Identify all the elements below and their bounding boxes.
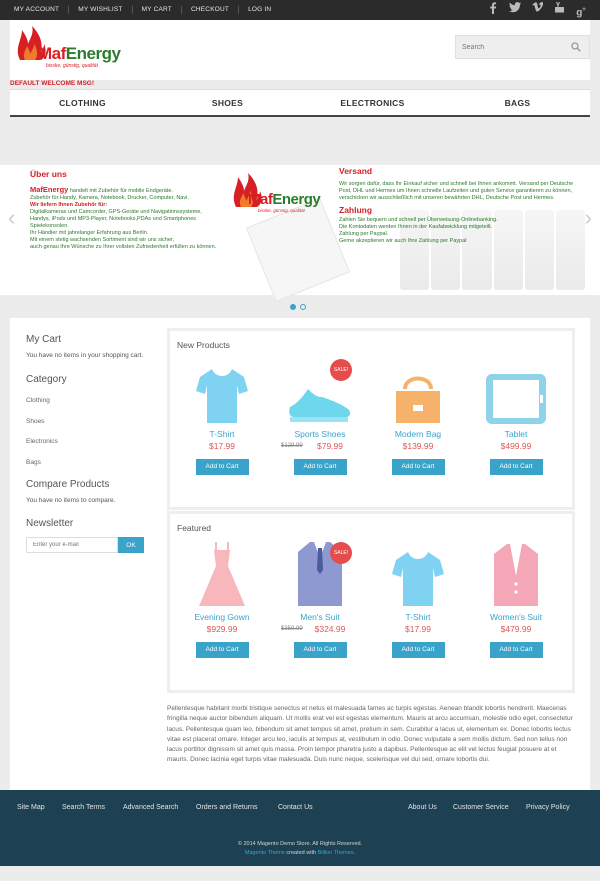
logo-tagline: bisske, günstig, qualität: [46, 63, 98, 69]
slider-dots: [290, 304, 306, 310]
top-bar: [0, 0, 600, 20]
footer-link-privacy-policy[interactable]: Privacy Policy: [526, 804, 570, 811]
current-price: $17.99: [405, 624, 431, 634]
about-line-5: Handys, iPods und MP3-Player, Notebooks,PDAs und Smartphones: [30, 216, 197, 222]
product-image[interactable]: [182, 357, 262, 429]
current-price: $324.99: [314, 624, 346, 634]
cart-title: My Cart: [26, 334, 61, 345]
site-footer: [0, 790, 600, 866]
new-products-section: [167, 328, 575, 510]
about-brand: MafEnergy: [30, 185, 69, 194]
current-price: $17.99: [209, 441, 235, 451]
sidebar: [26, 334, 166, 553]
current-price: $479.99: [500, 624, 532, 634]
current-price: $929.99: [206, 624, 238, 634]
tablet-icon: [476, 373, 556, 425]
about-line-1-text: handelt mit Zubehör für mobile Endgeräte.: [68, 188, 173, 194]
add-to-cart-button[interactable]: Add to Cart: [490, 642, 543, 658]
magento-theme-link[interactable]: Magento Theme: [244, 849, 285, 856]
facebook-icon[interactable]: [482, 2, 504, 18]
about-line-4: Digitalkameras und Camcorder, GPS-Geräte und Navigationssysteme,: [30, 209, 202, 215]
theme-credit: [0, 849, 600, 858]
footer-link-site-map[interactable]: Site Map: [17, 804, 45, 811]
product-price: [182, 441, 262, 455]
footer-link-customer-service[interactable]: Customer Service: [453, 804, 509, 811]
payment-line-3: Zahlung per Paypal.: [339, 231, 389, 237]
footer-link-contact-us[interactable]: Contact Us: [278, 804, 313, 811]
shipping-text: Wir sorgen dafür, dass Ihr Einkauf sicher und schnell bei Ihnen ankommt. Versand per Deutsche Post, DHL und Hermes um Ihnen schnelle Laufzeiten und guten Service garantieren zu können, verschicken wir ausschließlich mit unseren bewährten DHL, Deutsche Post und Hermes.: [339, 181, 574, 201]
new-products-title: New Products: [177, 340, 230, 350]
product-price: [378, 624, 458, 638]
payment-line-1: Zahlen Sie bequem und schnell per Überweisung-Onlinebanking.: [339, 217, 498, 223]
gown-icon: [182, 540, 262, 608]
slider-prev-arrow-icon[interactable]: ‹: [8, 205, 16, 230]
search-box: [455, 35, 590, 59]
nav-item-bags[interactable]: BAGS: [504, 98, 531, 108]
copyright: [0, 840, 600, 857]
add-to-cart-button[interactable]: Add to Cart: [196, 642, 249, 658]
footer-link-about-us[interactable]: About Us: [408, 804, 437, 811]
about-title: Über uns: [30, 169, 67, 179]
add-to-cart-button[interactable]: Add to Cart: [392, 459, 445, 475]
add-to-cart-button[interactable]: Add to Cart: [294, 459, 347, 475]
billion-themes-link[interactable]: Billion Themes: [317, 849, 354, 856]
bag-icon: [378, 369, 458, 425]
product-card[interactable]: [280, 540, 360, 658]
compare-empty-text: You have no items to compare.: [26, 497, 116, 504]
slider-dot-1[interactable]: [290, 304, 296, 310]
payment-line-2: Die Kontodaten werden Ihnen in der Kaufabwicklung mitgeteilt.: [339, 224, 493, 230]
my-cart-link[interactable]: MY CART: [142, 6, 182, 14]
payment-line-4: Gerne akzeptieren wir auch Ihre Zahlung per Paypal: [339, 238, 467, 244]
sale-badge: SALE!: [330, 542, 352, 564]
about-line-9: auch genau Ihre Wünsche zu Ihrer vollsten Zufriedenheit erfüllen zu können.: [30, 244, 217, 250]
nav-item-clothing[interactable]: CLOTHING: [59, 98, 106, 108]
current-price: $139.99: [402, 441, 434, 451]
product-image[interactable]: [280, 357, 360, 429]
slider-logo: [232, 173, 332, 215]
created-with-text: created with: [284, 849, 318, 856]
nav-item-shoes[interactable]: SHOES: [211, 98, 244, 108]
newsletter-email-input[interactable]: [26, 537, 118, 553]
featured-title: Featured: [177, 523, 212, 533]
intro-paragraph: Pellentesque habitant morbi tristique senectus et netus et malesuada fames ac turpis egestas. Aenean blandit lobortis hendrerit. Maecenas fringilla neque auctor bibendum aliquam. Ut mollis erat vel est egestas elementum. Mauris at arcu accumsan, molestie odio eget, consectetur lacus. Pellentesque quam leo, bibendum sit amet tempus sit amet, pretium in sem. Curabitur a lacus ut, elementum ex. Donec lobortis lectus vitae est placerat ornare. Integer arcu leo, iaculis at tempus at, vestibulum in odio. Donec vulputate a sem mollis dictum. Sed non tellus non lacus porttitor dignissim sit amet quis massa. Proin tempor pharetra justo a dapibus. Pellentesque ac elit vel lectus feugiat posuere at et mauris. Donec lacinia eget turpis vitae malesuada. Duis nunc neque, scelerisque vel dui sed, ornare lobortis dui.: [167, 705, 573, 764]
product-image[interactable]: [182, 540, 262, 612]
tshirt-icon: [378, 548, 458, 608]
slider-logo-energy: Energy: [272, 191, 321, 208]
product-price: [280, 624, 360, 638]
jacket-icon: [476, 542, 556, 608]
sale-badge: SALE!: [330, 359, 352, 381]
current-price: $499.99: [500, 441, 532, 451]
slider-next-arrow-icon[interactable]: ›: [584, 205, 592, 230]
about-line-2: Zubehör für Handy, Kamera, Notebook, Drucker, Computer, Navi.: [30, 195, 189, 201]
old-price: $129.99: [281, 443, 303, 449]
product-image[interactable]: [378, 540, 458, 612]
slider-logo-wordmark: [248, 191, 320, 208]
tshirt-icon: [182, 365, 262, 425]
shipping-block: [339, 168, 589, 245]
product-name[interactable]: Women's Suit: [489, 612, 542, 622]
add-to-cart-button[interactable]: Add to Cart: [196, 459, 249, 475]
product-card[interactable]: [182, 357, 262, 475]
category-shoes[interactable]: Shoes: [26, 417, 45, 425]
footer-link-search-terms[interactable]: Search Terms: [62, 804, 106, 811]
account-links: [14, 0, 289, 20]
product-card[interactable]: [280, 357, 360, 475]
compare-title: Compare Products: [26, 479, 110, 490]
about-line-7: Ihr Händler mit jahrelanger Erfahrung aus Berlin.: [30, 230, 149, 236]
add-to-cart-button[interactable]: Add to Cart: [392, 642, 445, 658]
about-line-8: Mit einem stetig wachsenden Sortiment sind wir uns sicher,: [30, 237, 174, 243]
product-image[interactable]: [476, 540, 556, 612]
add-to-cart-button[interactable]: Add to Cart: [294, 642, 347, 658]
product-price: [280, 441, 360, 455]
about-line-1: [30, 186, 260, 195]
product-card[interactable]: [476, 357, 556, 475]
product-price: [378, 441, 458, 455]
product-name[interactable]: T-Shirt: [209, 429, 235, 439]
logo-text-energy: Energy: [65, 44, 121, 63]
login-link[interactable]: LOG IN: [248, 6, 272, 13]
product-name[interactable]: Tablet: [504, 429, 528, 439]
product-card[interactable]: [182, 540, 262, 658]
featured-section: [167, 511, 575, 693]
site-header: [10, 20, 590, 80]
copyright-text: © 2014 Magento Demo Store. All Rights Reserved.: [237, 841, 363, 847]
shoe-icon: [280, 385, 360, 425]
nav-item-electronics[interactable]: ELECTRONICS: [340, 98, 405, 108]
product-card[interactable]: [378, 357, 458, 475]
product-image[interactable]: [280, 540, 360, 612]
slider-logo-tagline: bisske, günstig, qualität: [258, 208, 305, 213]
product-name[interactable]: Modern Bag: [394, 429, 442, 439]
about-line-6: Spielekonsolen.: [30, 223, 69, 229]
site-logo[interactable]: [16, 26, 146, 70]
product-card[interactable]: [476, 540, 556, 658]
logo-text-maf: Maf: [38, 44, 66, 63]
my-wishlist-link[interactable]: MY WISHLIST: [78, 6, 132, 14]
current-price: $79.99: [317, 441, 343, 451]
welcome-message: DEFAULT WELCOME MSG!: [10, 80, 95, 87]
footer-link-orders-returns[interactable]: Orders and Returns: [196, 804, 258, 811]
slider-logo-maf: Maf: [248, 191, 273, 208]
product-price: [476, 441, 556, 455]
product-image[interactable]: [476, 357, 556, 429]
product-name[interactable]: Evening Gown: [194, 612, 250, 622]
newsletter-ok-button[interactable]: OK: [118, 537, 144, 553]
category-bags[interactable]: Bags: [26, 458, 41, 466]
newsletter-title: Newsletter: [26, 518, 74, 529]
category-title: Category: [26, 374, 67, 385]
logo-wordmark: [38, 44, 120, 64]
category-clothing[interactable]: Clothing: [26, 397, 50, 404]
add-to-cart-button[interactable]: Add to Cart: [490, 459, 543, 475]
old-price: $359.99: [281, 626, 303, 632]
product-price: [476, 624, 556, 638]
my-account-link[interactable]: MY ACCOUNT: [14, 6, 69, 14]
shipping-title: Versand: [339, 166, 373, 176]
product-image[interactable]: [378, 357, 458, 429]
youtube-icon[interactable]: [548, 2, 570, 18]
checkout-link[interactable]: CHECKOUT: [191, 6, 239, 14]
vimeo-icon[interactable]: [526, 2, 548, 18]
social-links: [482, 2, 592, 18]
footer-link-advanced-search[interactable]: Advanced Search: [123, 804, 179, 811]
product-name[interactable]: Men's Suit: [300, 612, 340, 622]
category-electronics[interactable]: Electronics: [26, 438, 58, 445]
payment-title: Zahlung: [339, 205, 373, 215]
google-plus-icon[interactable]: g+: [576, 7, 586, 19]
hero-slider: [0, 165, 600, 295]
main-nav: [10, 89, 590, 117]
product-card[interactable]: [378, 540, 458, 658]
twitter-icon[interactable]: [504, 2, 526, 18]
product-name[interactable]: T-Shirt: [405, 612, 431, 622]
slider-dot-2[interactable]: [300, 304, 306, 310]
product-name[interactable]: Sports Shoes: [294, 429, 346, 439]
cart-empty-text: You have no items in your shopping cart.: [26, 352, 144, 359]
about-us-block: [30, 171, 260, 251]
about-line-3: Wir liefern Ihnen Zubehör für:: [30, 202, 108, 208]
credit-period: .: [353, 849, 356, 856]
product-price: [182, 624, 262, 638]
newsletter-form: [26, 537, 166, 553]
search-input[interactable]: [456, 37, 556, 59]
search-icon[interactable]: [571, 42, 581, 52]
